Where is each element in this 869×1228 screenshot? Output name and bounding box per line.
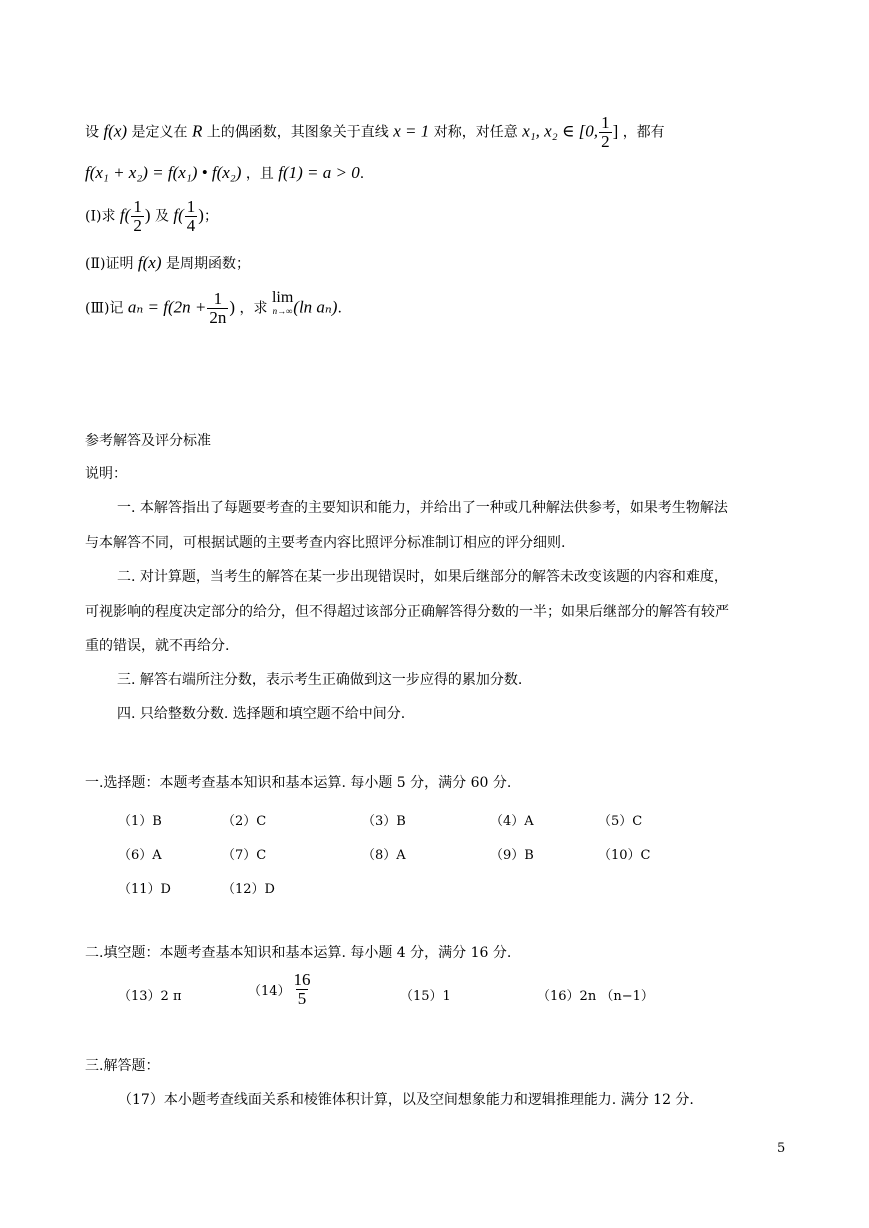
note-2-line-1: 二. 对计算题，当考生的解答在某一步出现错误时，如果后继部分的解答未改变该题的内容和难度， bbox=[117, 569, 728, 585]
answer-7: （7）C bbox=[222, 848, 267, 863]
problem-part-1 bbox=[85, 198, 218, 235]
math-f: f( bbox=[119, 205, 131, 225]
answer-1: （1）B bbox=[118, 814, 162, 829]
math-f: f( bbox=[173, 205, 184, 225]
fraction-16-over-5: $\frac{16}{5}$ bbox=[293, 970, 311, 1008]
problem-part-3 bbox=[85, 290, 342, 327]
text: . bbox=[337, 300, 342, 317]
answer-12: （12）D bbox=[222, 882, 275, 897]
math-R: R bbox=[191, 121, 203, 141]
note-2-line-3: 重的错误，就不再给分. bbox=[85, 638, 230, 654]
math-functional-equation: f(x₁ + x₂) = f(x₁) • f(x₂) bbox=[85, 163, 242, 182]
answer-3: （3）B bbox=[362, 814, 406, 829]
math-bracket: ] bbox=[612, 121, 619, 141]
text: ； bbox=[203, 208, 218, 225]
answer-13: （13）2 π bbox=[118, 989, 182, 1004]
math-x-eq-1: x = 1 bbox=[393, 121, 430, 141]
limit-operator: lim n→∞ bbox=[271, 289, 294, 316]
note-1-line-2: 与本解答不同，可根据试题的主要考查内容比照评分标准制订相应的评分细则. bbox=[85, 535, 566, 551]
answer-10: （10）C bbox=[598, 848, 651, 863]
answer-16: （16）2n （n−1） bbox=[537, 989, 654, 1004]
answer-5: （5）C bbox=[598, 814, 643, 829]
fraction-quarter: $\frac{1}{4}$ bbox=[186, 197, 196, 235]
explain-label: 说明： bbox=[85, 466, 127, 482]
math-fx: f(x) bbox=[137, 253, 162, 272]
fraction-half: $\frac{1}{2}$ bbox=[601, 113, 610, 151]
fraction-1-over-2n: $\frac{1}{2n}$ bbox=[209, 289, 227, 327]
problem-line-2 bbox=[85, 163, 364, 183]
text: 是周期函数； bbox=[165, 256, 250, 272]
text: 是定义在 bbox=[131, 124, 188, 141]
reference-title: 参考解答及评分标准 bbox=[85, 433, 211, 449]
text: 及 bbox=[154, 208, 169, 225]
answer-8: （8）A bbox=[362, 848, 406, 863]
math-condition: f(1) = a > 0 bbox=[278, 163, 360, 182]
answer-4: （4）A bbox=[490, 814, 534, 829]
problem-part-2 bbox=[85, 253, 250, 273]
answer-9: （9）B bbox=[490, 848, 534, 863]
text: 上的偶函数，其图象关于直线 bbox=[206, 124, 389, 141]
text: 对称，对任意 bbox=[433, 124, 518, 141]
text: (Ⅱ)证明 bbox=[85, 256, 134, 272]
section-3-heading: 三.解答题： bbox=[85, 1058, 160, 1074]
text: . bbox=[359, 166, 365, 182]
question-17: （17）本小题考查线面关系和棱锥体积计算，以及空间想象能力和逻辑推理能力. 满分 12 分. bbox=[118, 1092, 694, 1108]
note-1-line-1: 一. 本解答指出了每题要考查的主要知识和能力，并给出了一种或几种解法供参考，如果考生物解法 bbox=[117, 500, 728, 516]
math-paren: ) bbox=[229, 297, 236, 317]
problem-line-1 bbox=[85, 114, 665, 151]
section-2-heading: 二.填空题：本题考查基本知识和基本运算. 每小题 4 分，满分 16 分. bbox=[85, 945, 512, 961]
math-vars: x₁, x₂ ∈ [0, bbox=[522, 121, 599, 141]
answer-11: （11）D bbox=[118, 882, 171, 897]
answer-15: （15）1 bbox=[400, 989, 451, 1004]
text: ，且 bbox=[245, 166, 274, 182]
page-number: 5 bbox=[777, 1141, 786, 1156]
text: (Ⅰ)求 bbox=[85, 208, 116, 225]
text: ，都有 bbox=[622, 124, 665, 141]
math-fx: f(x) bbox=[103, 121, 128, 141]
text: ，求 bbox=[239, 300, 268, 317]
math-ln-an: (ln aₙ) bbox=[293, 297, 338, 317]
math-paren: ) bbox=[198, 205, 204, 225]
answer-2: （2）C bbox=[222, 814, 267, 829]
text: (Ⅲ)记 bbox=[85, 300, 124, 317]
note-4: 四. 只给整数分数. 选择题和填空题不给中间分. bbox=[117, 706, 406, 722]
fraction-half: $\frac{1}{2}$ bbox=[133, 197, 142, 235]
math-paren: ) bbox=[144, 205, 151, 225]
answer-14 bbox=[248, 971, 314, 1008]
answer-14-label: （14） bbox=[248, 983, 291, 999]
answer-6: （6）A bbox=[118, 848, 162, 863]
text: 设 bbox=[85, 124, 99, 141]
math-an: aₙ = f(2n + bbox=[127, 297, 207, 317]
note-3: 三. 解答右端所注分数，表示考生正确做到这一步应得的累加分数. bbox=[117, 672, 523, 688]
section-1-heading: 一.选择题：本题考查基本知识和基本运算. 每小题 5 分，满分 60 分. bbox=[85, 775, 512, 791]
note-2-line-2: 可视影响的程度决定部分的给分，但不得超过该部分正确解答得分数的一半；如果后继部分的解答有较严 bbox=[85, 604, 729, 620]
